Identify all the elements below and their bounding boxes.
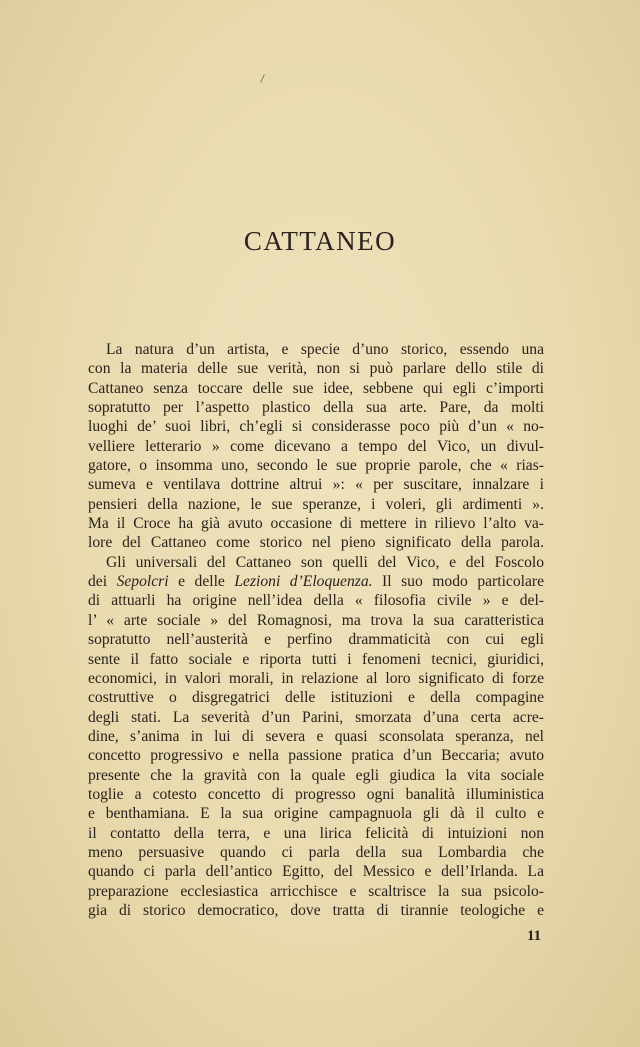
text-line <box>88 630 544 649</box>
text-span: economici, in valori morali, in relazione al loro significato di forze <box>88 669 544 687</box>
text-span: con la materia delle sue verità, non si può parlare dello stile di <box>88 360 544 378</box>
text-span: sente il fatto sociale e riporta tutti i fenomeni tecnici, giuridici, <box>88 650 544 668</box>
text-line <box>88 882 544 901</box>
text-line <box>88 533 544 552</box>
text-span: l’ « arte sociale » del Romagnosi, ma trova la sua caratteristica <box>88 611 544 629</box>
text-span: gatore, o insomma uno, secondo le sue proprie parole, che « rias- <box>88 457 544 475</box>
text-span: costruttive o disgregatrici delle istituzioni e della compagine <box>88 689 544 707</box>
text-line <box>88 688 544 707</box>
text-line <box>88 611 544 630</box>
text-span: pensieri della nazione, le sue speranze, i voleri, gli ardimenti ». <box>88 495 544 513</box>
text-line <box>88 843 544 862</box>
text-span: il contatto della terra, e una lirica felicità di intuizioni non <box>88 824 544 842</box>
chapter-title: CATTANEO <box>243 226 397 256</box>
page-number: 11 <box>527 928 542 944</box>
text-span: sopratutto per l’aspetto plastico della sua arte. Pare, da molti <box>88 399 544 417</box>
text-span: presente che la gravità con la quale egli giudica la vita sociale <box>88 766 544 784</box>
text-span: dine, s’anima in lui di severa e quasi sconsolata speranza, nel <box>88 727 544 745</box>
text-line <box>88 475 544 494</box>
text-line <box>88 514 544 533</box>
text-line <box>88 669 544 688</box>
text-line <box>88 437 544 456</box>
text-line <box>88 746 544 765</box>
text-line <box>88 398 544 417</box>
text-span: toglie a cotesto concetto di progresso ogni banalità illuministica <box>88 785 544 803</box>
text-span: Cattaneo senza toccare delle sue idee, sebbene qui egli c’importi <box>88 379 544 397</box>
text-span: sopratutto nell’austerità e perfino drammaticità con cui egli <box>88 631 544 649</box>
text-line <box>88 379 544 398</box>
text-span: concetto progressivo e nella passione pratica d’un Beccaria; avuto <box>88 747 544 765</box>
text-span: quando ci parla dell’antico Egitto, del Messico e dell’Irlanda. La <box>88 863 544 881</box>
text-span: Ma il Croce ha già avuto occasione di mettere in rilievo l’alto va- <box>88 515 544 533</box>
text-span: Il suo modo particolare <box>372 573 545 591</box>
text-span: dei <box>88 573 117 591</box>
text-line <box>88 650 544 669</box>
body-text <box>88 340 544 920</box>
text-line <box>88 591 544 610</box>
text-span: di attuarli ha origine nell’idea della « filosofia civile » e del- <box>88 592 544 610</box>
text-span: meno persuasive quando ci parla della sua Lombardia che <box>88 843 544 861</box>
text-span: La natura d’un artista, e specie d’uno storico, essendo una <box>106 341 544 358</box>
text-line <box>88 572 544 591</box>
text-line <box>88 553 544 572</box>
italic-title-text: Lezioni d’Eloquenza. <box>234 573 373 591</box>
text-span: e benthamiana. E la sua origine campagnuola gli dà il culto e <box>88 805 544 823</box>
text-line <box>88 417 544 436</box>
text-span: lore del Cattaneo come storico nel pieno significato della parola. <box>88 534 544 552</box>
text-line <box>88 495 544 514</box>
text-span: luoghi de’ suoi libri, ch’egli si considerasse poco più d’un « no- <box>88 418 544 436</box>
italic-title-text: Sepolcri <box>116 573 169 591</box>
text-line <box>88 824 544 843</box>
text-line <box>88 340 544 359</box>
text-span: velliere letterario » come dicevano a tempo del Vico, un divul- <box>88 437 544 455</box>
text-span: preparazione ecclesiastica arricchisce e scaltrisce la sua psicolo- <box>88 882 544 900</box>
text-line <box>88 901 544 920</box>
text-span: Gli universali del Cattaneo son quelli del Vico, e del Foscolo <box>106 553 544 571</box>
text-span: gia di storico democratico, dove tratta di tirannie teologiche e <box>88 901 544 919</box>
text-line <box>88 804 544 823</box>
stray-pen-mark <box>260 74 265 83</box>
text-line <box>88 785 544 804</box>
text-line <box>88 862 544 881</box>
text-span: degli stati. La severità d’un Parini, smorzata d’una certa acre- <box>88 708 544 726</box>
text-line <box>88 456 544 475</box>
text-line <box>88 708 544 727</box>
text-line <box>88 766 544 785</box>
text-span: sumeva e ventilava dottrine altrui »: « per suscitare, innalzare i <box>88 476 544 494</box>
text-line <box>88 727 544 746</box>
text-line <box>88 359 544 378</box>
text-span: e delle <box>168 573 235 591</box>
